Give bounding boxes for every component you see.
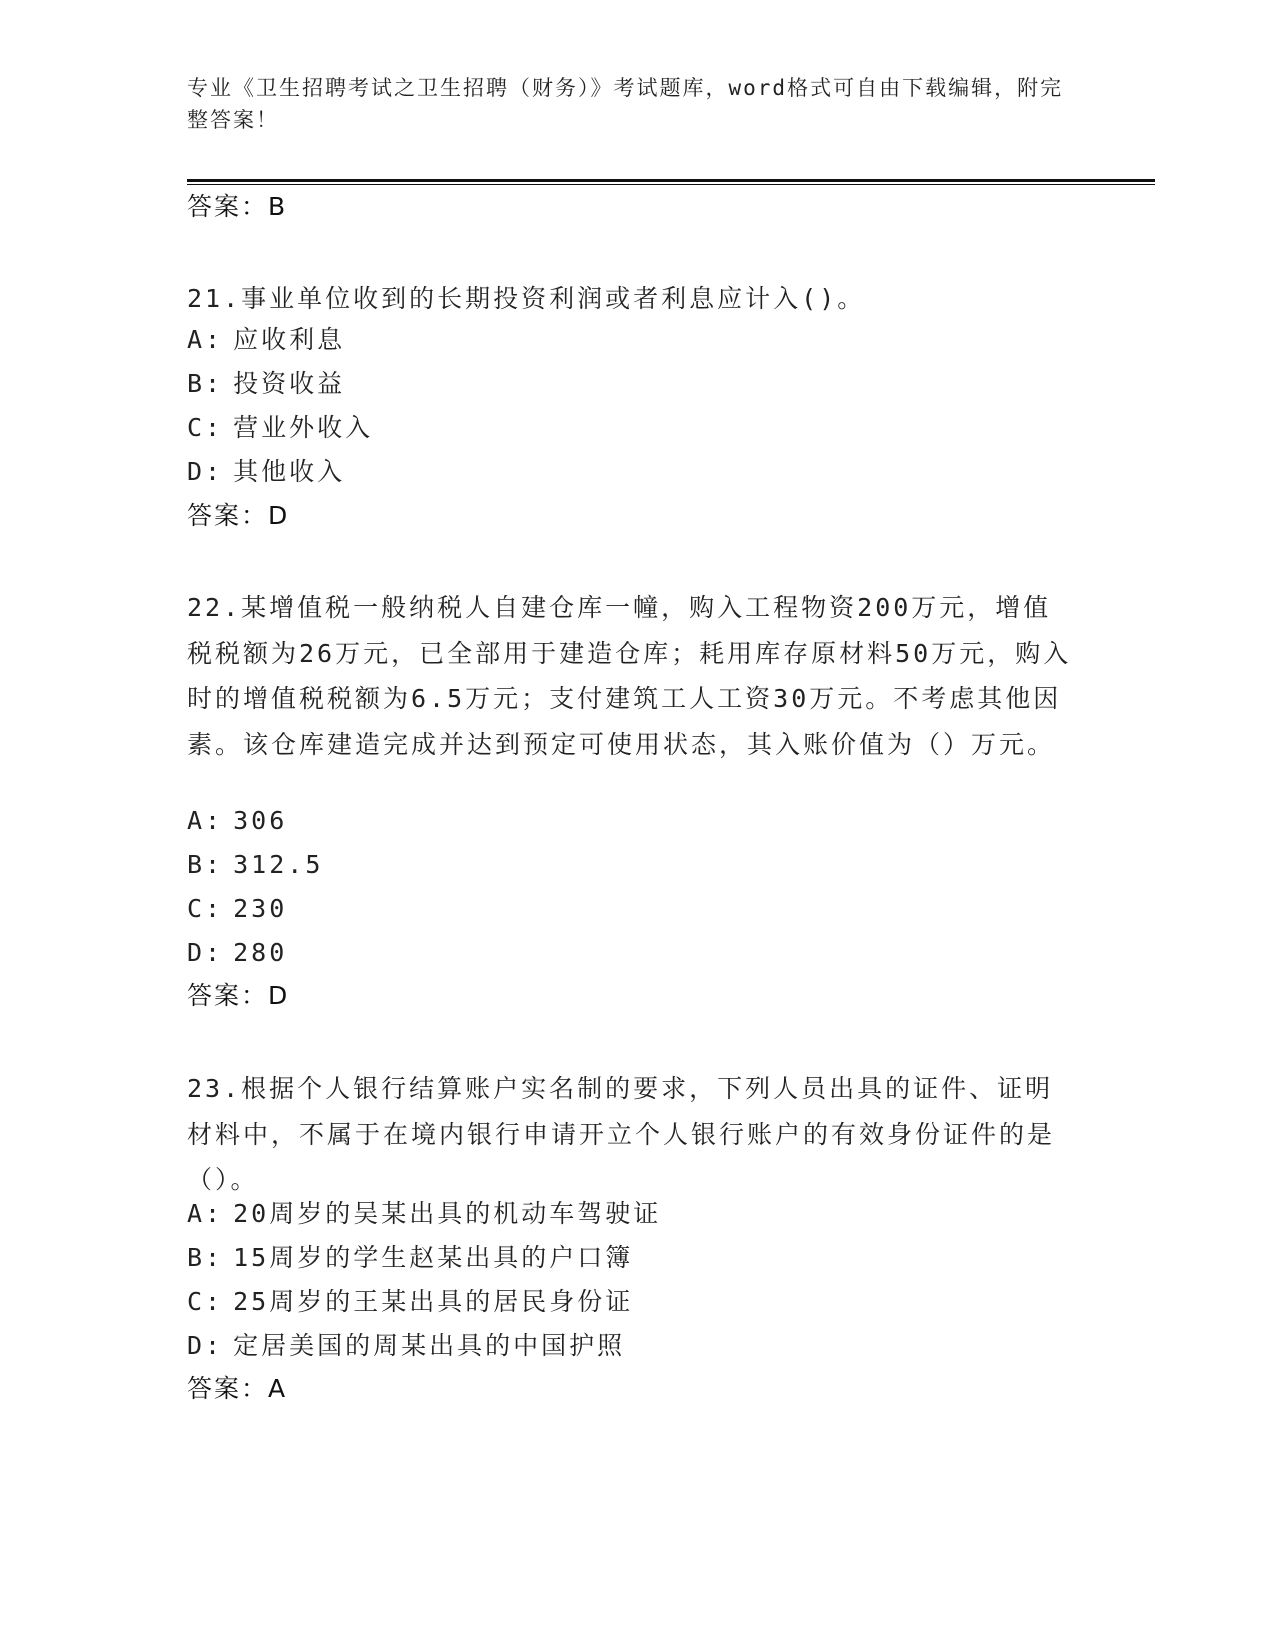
question-22-answer: 答案：D bbox=[187, 981, 290, 1010]
question-21-option-a: A: 应收利息 bbox=[187, 325, 346, 354]
header-rule-thin bbox=[187, 184, 1155, 185]
question-22-option-d: D: 280 bbox=[187, 938, 288, 967]
question-21-answer: 答案：D bbox=[187, 501, 290, 530]
question-23-option-d: D: 定居美国的周某出具的中国护照 bbox=[187, 1331, 626, 1360]
question-22-option-a: A: 306 bbox=[187, 806, 288, 835]
question-21-option-c: C: 营业外收入 bbox=[187, 413, 374, 442]
question-23-option-c: C: 25周岁的王某出具的居民身份证 bbox=[187, 1287, 634, 1316]
question-23-option-b: B: 15周岁的学生赵某出具的户口簿 bbox=[187, 1243, 634, 1272]
document-header: 专业《卫生招聘考试之卫生招聘（财务）》考试题库，word格式可自由下载编辑，附完整答案！ bbox=[187, 76, 1064, 132]
question-23-answer: 答案：A bbox=[187, 1374, 288, 1403]
question-23-option-a: A: 20周岁的吴某出具的机动车驾驶证 bbox=[187, 1199, 662, 1228]
question-22-option-c: C: 230 bbox=[187, 894, 288, 923]
header-rule-thick bbox=[187, 179, 1155, 182]
question-22-stem: 22.某增值税一般纳税人自建仓库一幢，购入工程物资200万元，增值税税额为26万元，已全部用于建造仓库；耗用库存原材料50万元，购入时的增值税税额为6.5万元；支付建筑工人工资30万元。不考虑其他因素。该仓库建造完成并达到预定可使用状态，其入账价值为（）万元。 bbox=[187, 593, 1072, 759]
question-23-stem: 23.根据个人银行结算账户实名制的要求，下列人员出具的证件、证明材料中，不属于在境内银行申请开立个人银行账户的有效身份证件的是（）。 bbox=[187, 1074, 1056, 1194]
answer-prev: 答案：B bbox=[187, 192, 288, 221]
question-21-option-d: D: 其他收入 bbox=[187, 457, 346, 486]
question-22-option-b: B: 312.5 bbox=[187, 850, 324, 879]
question-21-option-b: B: 投资收益 bbox=[187, 369, 346, 398]
question-21-stem: 21.事业单位收到的长期投资利润或者利息应计入()。 bbox=[187, 284, 866, 313]
